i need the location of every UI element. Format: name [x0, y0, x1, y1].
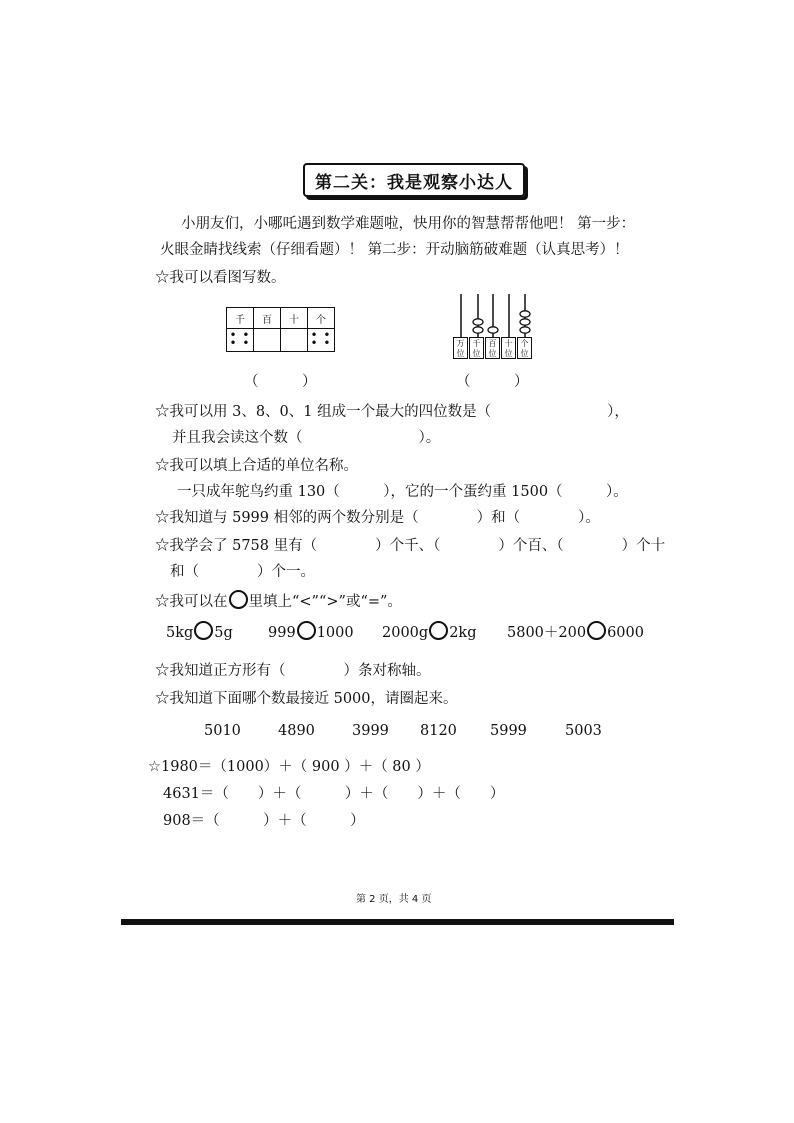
q6-prompt [155, 590, 402, 612]
circle-icon [229, 590, 248, 609]
compare-left: 2000g [382, 625, 429, 641]
compare-right: 5g [214, 625, 233, 641]
place-value-table [226, 307, 335, 352]
number-option[interactable]: 4890 [278, 723, 315, 739]
page-footer: 第 2 页，共 4 页 [356, 894, 432, 905]
q9-line-1: ☆1980＝（1000）＋（ 900 ）＋（ 80 ） [148, 759, 430, 775]
q2-line-2[interactable]: 并且我会读这个数（ ）。 [172, 430, 441, 446]
dots-thousands: • • • • [227, 329, 254, 352]
bead [520, 311, 530, 317]
bead [488, 327, 498, 333]
number-option[interactable]: 5003 [565, 723, 602, 739]
header-tens: 十 [281, 308, 308, 329]
compare-item-4 [507, 621, 644, 643]
abacus-label-hundreds: 百 位 [485, 337, 500, 359]
q1-prompt: ☆我可以看图写数。 [155, 270, 286, 286]
compare-item-1 [166, 621, 233, 643]
q4-line-1[interactable]: ☆我知道与 5999 相邻的两个数分别是（ ）和（ ）。 [155, 510, 600, 526]
number-option[interactable]: 5010 [204, 723, 241, 739]
header-hundreds: 百 [254, 308, 281, 329]
abacus-label-ten-thousands: 万 位 [453, 337, 468, 359]
compare-left: 5800＋200 [507, 625, 587, 641]
q2-line-1[interactable]: ☆我可以用 3、8、0、1 组成一个最大的四位数是（ ）， [155, 404, 629, 420]
q9-line-3[interactable]: 908＝（ ）＋（ ） [163, 813, 365, 829]
section-title: 第二关：我是观察小达人 [303, 163, 525, 197]
compare-circle[interactable] [587, 621, 606, 640]
compare-left: 999 [268, 625, 296, 641]
intro-line-1: 小朋友们，小哪吒遇到数学难题啦，快用你的智慧帮帮他吧！ 第一步： [181, 216, 636, 232]
compare-circle[interactable] [297, 621, 316, 640]
bead [473, 327, 483, 333]
compare-circle[interactable] [429, 621, 448, 640]
q6-prompt-before: ☆我可以在 [155, 594, 228, 610]
q7-line-1[interactable]: ☆我知道正方形有（ ）条对称轴。 [155, 663, 431, 679]
q5-line-1[interactable]: ☆我学会了 5758 里有（ ）个千、（ ）个百、（ ）个十 [155, 538, 666, 554]
abacus-label-thousands: 千 位 [469, 337, 484, 359]
cell-tens [281, 329, 308, 352]
q5-line-2[interactable]: 和（ ）个一。 [170, 564, 315, 580]
cell-hundreds [254, 329, 281, 352]
q6-prompt-after: 里填上“<”“>”或“=”。 [248, 594, 402, 610]
compare-right: 6000 [607, 625, 644, 641]
q1-answer-1[interactable]: （ ） [244, 374, 317, 390]
dots-ones: • • • • [308, 329, 335, 352]
abacus-rods [448, 290, 548, 340]
compare-right: 2kg [449, 625, 477, 641]
header-ones: 个 [308, 308, 335, 329]
number-option[interactable]: 5999 [490, 723, 527, 739]
number-option[interactable]: 8120 [420, 723, 457, 739]
bead [520, 327, 530, 333]
bead [473, 319, 483, 325]
number-option[interactable]: 3999 [352, 723, 389, 739]
abacus-label-tens: 十 位 [501, 337, 516, 359]
q1-answer-2[interactable]: （ ） [456, 374, 529, 390]
bead [520, 319, 530, 325]
q9-line-2[interactable]: 4631＝（ ）＋（ ）＋（ ）＋（ ） [163, 786, 505, 802]
compare-circle[interactable] [194, 621, 213, 640]
q3-line-1: ☆我可以填上合适的单位名称。 [155, 458, 358, 474]
compare-item-3 [382, 621, 476, 643]
compare-right: 1000 [316, 625, 354, 641]
q8-line-1: ☆我知道下面哪个数最接近 5000，请圈起来。 [155, 691, 458, 707]
header-thousands: 千 [227, 308, 254, 329]
compare-item-2 [268, 621, 354, 643]
bottom-rule [121, 919, 674, 925]
abacus-label-ones: 个 位 [517, 337, 532, 359]
q3-line-2[interactable]: 一只成年鸵鸟约重 130（ ），它的一个蛋约重 1500（ ）。 [177, 484, 628, 500]
intro-line-2: 火眼金睛找线索（仔细看题）！ 第二步：开动脑筋破难题（认真思考）！ [160, 242, 629, 258]
compare-left: 5kg [166, 625, 194, 641]
